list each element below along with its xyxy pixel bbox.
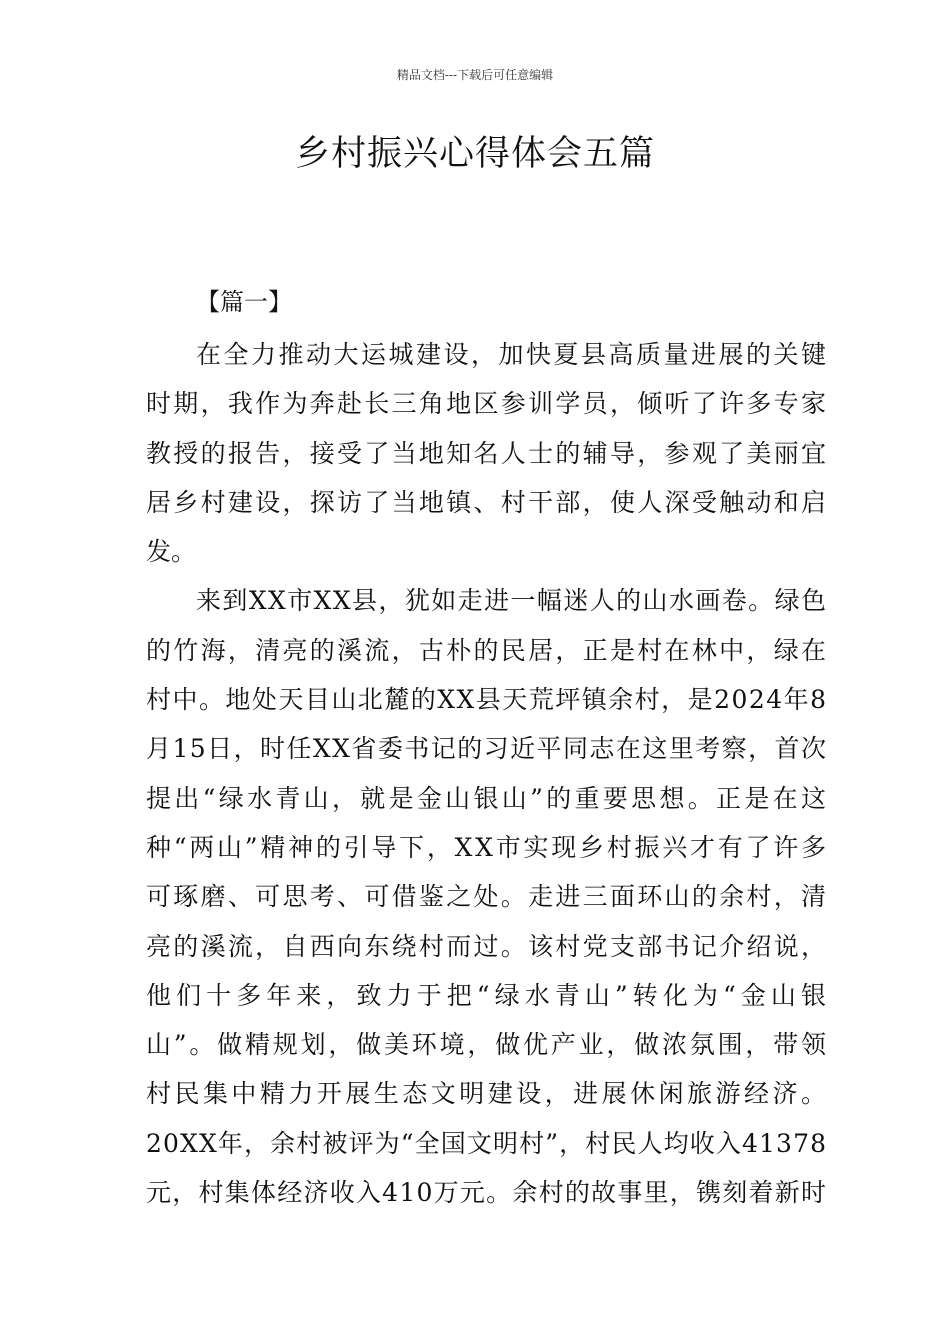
header-note: 精品文档---下载后可任意编辑 <box>396 68 554 82</box>
text-line: 元，村集体经济收入410万元。余村的故事里，镌刻着新时 <box>146 1178 828 1208</box>
text-line: 亮的溪流，自西向东绕村而过。该村党支部书记介绍说， <box>146 931 829 961</box>
text-line: 提出“绿水青山，就是金山银山”的重要思想。正是在这 <box>146 783 830 813</box>
text-line: 月15日，时任XX省委书记的习近平同志在这里考察，首次 <box>146 734 828 764</box>
text-line: 他们十多年来，致力于把“绿水青山”转化为“金山银 <box>146 980 832 1010</box>
text-line: 在全力推动大运城建设，加快夏县高质量进展的关键 <box>196 340 829 369</box>
text-line: 教授的报告，接受了当地知名人士的辅导，参观了美丽宜 <box>146 438 829 468</box>
text-line: 种“两山”精神的引导下，XX市实现乡村振兴才有了许多 <box>146 832 829 862</box>
document-title: 乡村振兴心得体会五篇 <box>294 134 655 174</box>
text-line: 村民集中精力开展生态文明建设，进展休闲旅游经济。 <box>146 1079 830 1109</box>
text-line: 发。 <box>146 537 197 567</box>
section-heading: 【篇一】 <box>196 288 292 316</box>
text-line: 可琢磨、可思考、可借鉴之处。走进三面环山的余村，清 <box>146 882 829 912</box>
text-line: 村中。地处天目山北麓的XX县天荒坪镇余村，是2024年8 <box>146 685 828 715</box>
text-line: 来到XX市XX县，犹如走进一幅迷人的山水画卷。绿色 <box>196 586 828 616</box>
text-line: 山”。做精规划，做美环境，做优产业，做浓氛围，带领 <box>146 1030 829 1060</box>
text-line: 时期，我作为奔赴长三角地区参训学员，倾听了许多专家 <box>146 389 829 419</box>
body-text <box>146 330 832 1217</box>
text-line: 居乡村建设，探访了当地镇、村干部，使人深受触动和启 <box>146 487 829 517</box>
text-line: 20XX年，余村被评为“全国文明村”，村民人均收入41378 <box>146 1128 828 1158</box>
text-line: 的竹海，清亮的溪流，古朴的民居，正是村在林中，绿在 <box>146 635 829 665</box>
